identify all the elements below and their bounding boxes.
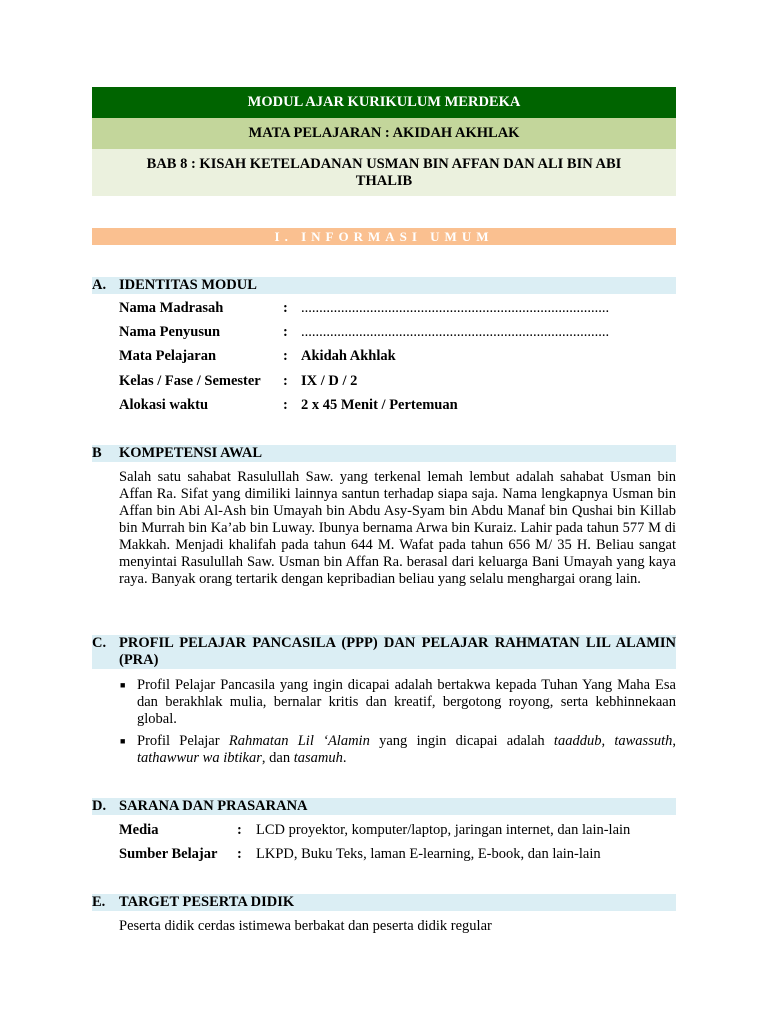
facility-colon: : [237,822,242,838]
section-a-title: IDENTITAS MODUL [119,277,257,293]
section-b-heading [92,445,676,462]
section-b-title: KOMPETENSI AWAL [119,445,263,461]
identity-row [119,298,676,318]
list-item-italic-text: tasamuh [293,750,343,766]
list-item-text: , [672,733,676,749]
identity-colon: : [283,348,288,364]
section-e-title: TARGET PESERTA DIDIK [119,894,295,910]
identity-label: Alokasi waktu [119,397,209,413]
list-item-text: , [601,733,615,749]
identity-value: IX / D / 2 [301,373,358,389]
section-c-letter: C. [92,635,107,651]
identity-colon: : [283,373,288,389]
identity-label: Nama Penyusun [119,324,221,340]
facility-value: LKPD, Buku Teks, laman E-learning, E-book, dan lain-lain [256,846,601,862]
subject-band: MATA PELAJARAN : AKIDAH AKHLAK [92,118,676,149]
facility-label: Sumber Belajar [119,846,218,862]
section-e-heading [92,894,676,911]
facility-row [119,844,676,864]
identity-label: Kelas / Fase / Semester [119,373,261,389]
section-b-letter: B [92,445,102,461]
facility-value: LCD proyektor, komputer/laptop, jaringan internet, dan lain-lain [256,822,631,838]
identity-colon: : [283,397,288,413]
target-students-text: Peserta didik cerdas istimewa berbakat dan peserta didik regular [119,918,492,934]
list-item-italic-text: tawassuth [614,733,673,749]
bullet-square-icon: ■ [120,736,126,746]
list-item-text: . [342,750,347,766]
chapter-band: BAB 8 : KISAH KETELADANAN USMAN BIN AFFAN DAN ALI BIN ABI THALIB [92,149,676,196]
section-d-heading [92,798,676,815]
list-item-italic-text: Rahmatan Lil ‘Alamin [228,733,370,749]
identity-colon: : [283,324,288,340]
module-title-band: MODUL AJAR KURIKULUM MERDEKA [92,87,676,118]
section-d-title: SARANA DAN PRASARANA [119,798,308,814]
identity-row [119,346,676,366]
facility-label: Media [119,822,159,838]
identity-label: Nama Madrasah [119,300,224,316]
list-item: Profil Pelajar Pancasila yang ingin dicapai adalah bertakwa kepada Tuhan Yang Maha Esa dan berakhlak mulia, bernalar kritis dan kreatif, bergotong royong, serta kebhinnekaan global. [137,677,676,727]
facility-row [119,820,676,840]
section-c-title: PROFIL PELAJAR PANCASILA (PPP) DAN PELAJAR RAHMATAN LIL ALAMIN (PRA) [119,635,676,668]
identity-value: ..................................................................................... [301,324,610,340]
identity-row [119,395,676,415]
identity-value: 2 x 45 Menit / Pertemuan [301,397,458,413]
list-item-italic-text: taaddub [553,733,602,749]
identity-row [119,371,676,391]
list-item-text: , dan [261,750,294,766]
identity-value: Akidah Akhlak [301,348,396,364]
list-item [137,733,676,767]
section-c-heading [92,635,676,669]
identity-colon: : [283,300,288,316]
identity-row [119,322,676,342]
initial-competence-text: Salah satu sahabat Rasulullah Saw. yang terkenal lemah lembut adalah sahabat Usman bin Affan Ra. Sifat yang dimiliki lainnya santun terhadap siapa saja. Nama lengkapnya Usman bin Affan bin Abi Al-Ash bin Umayah bin Abdu Asy-Syam bin Abdu Manaf bin Qushai bin Killab bin Murrah bin Ka’ab bin Luway. Ibunya bernama Arwa bin Kuraiz. Lahir pada tahun 577 M di Makkah. Menjadi khalifah pada tahun 644 M. Wafat pada tahun 656 M/ 35 H. Beliau sangat menyintai Rasulullah Saw. Usman bin Affan Ra. berasal dari keluarga Bani Umayah yang kaya raya. Banyak orang tertarik dengan kepribadian beliau yang selalu menghargai orang lain. [119,469,676,587]
identity-label: Mata Pelajaran [119,348,217,364]
section-a-letter: A. [92,277,107,293]
list-item-text: Profil Pelajar [137,733,229,749]
bullet-square-icon: ■ [120,680,126,690]
identity-value: ..................................................................................... [301,300,610,316]
list-item-italic-text: tathawwur wa ibtikar [137,750,262,766]
section-d-letter: D. [92,798,107,814]
general-info-banner: I. INFORMASI UMUM [92,228,676,245]
section-a-heading [92,277,676,294]
facility-colon: : [237,846,242,862]
section-e-letter: E. [92,894,106,910]
list-item-text: yang ingin dicapai adalah [369,733,554,749]
